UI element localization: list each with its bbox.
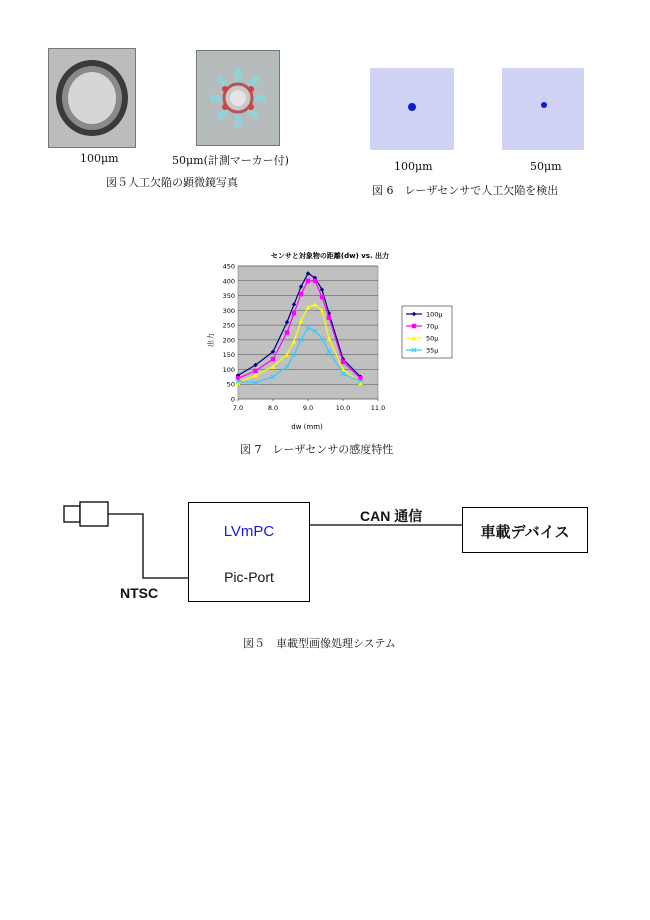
data-point-s2 xyxy=(341,360,345,364)
label-50um-photo: 50μm(計測マーカー付) xyxy=(172,154,289,167)
micro-photo-50um xyxy=(196,50,280,146)
pc-box xyxy=(188,502,310,602)
detected-spot-50um xyxy=(502,68,584,150)
sensitivity-chart xyxy=(205,248,455,434)
laser-panel-100um xyxy=(370,68,454,150)
laser-panel-50um xyxy=(502,68,584,150)
x-tick-label: 10.0 xyxy=(335,404,351,412)
micro-photo-100um xyxy=(48,48,136,148)
can-label: CAN 通信 xyxy=(360,508,423,524)
y-tick-label: 0 xyxy=(230,395,235,404)
y-tick-label: 450 xyxy=(222,262,235,271)
legend-label-2: 70μ xyxy=(426,322,439,331)
data-point-s2 xyxy=(320,295,324,299)
label-100um-laser: 100μm xyxy=(394,160,433,173)
chart-title: センサと対象物の距離(dw) vs. 出力 xyxy=(270,252,390,260)
legend-label-4: 35μ xyxy=(426,346,439,355)
x-tick-label: 9.0 xyxy=(302,404,314,412)
pc-label-picport: Pic-Port xyxy=(224,569,274,585)
pc-label-lvmpc: LVmPC xyxy=(223,523,275,540)
y-tick-label: 200 xyxy=(222,336,235,345)
y-tick-label: 100 xyxy=(222,365,235,374)
y-tick-label: 150 xyxy=(222,351,235,360)
data-point-s2 xyxy=(313,279,317,283)
ntsc-label: NTSC xyxy=(120,585,159,601)
y-tick-label: 300 xyxy=(222,306,235,315)
data-point-s2 xyxy=(299,292,303,296)
x-tick-label: 11.0 xyxy=(370,404,386,412)
chart-ylabel: 出力 xyxy=(207,333,215,347)
vehicle-device-label: 車載デバイス xyxy=(480,524,570,541)
fig7-caption: 図 7 レーザセンサの感度特性 xyxy=(240,443,394,456)
chart-xlabel: dw (mm) xyxy=(291,423,323,431)
data-point-s2 xyxy=(327,316,331,320)
data-point-s2 xyxy=(271,357,275,361)
data-point-s2 xyxy=(253,369,257,373)
data-point-s2 xyxy=(285,330,289,334)
legend-marker-2 xyxy=(412,324,416,328)
y-tick-label: 250 xyxy=(222,321,235,330)
label-50um-laser: 50μm xyxy=(530,160,562,173)
data-point-s2 xyxy=(306,279,310,283)
ntsc-cable-line xyxy=(108,514,188,578)
camera-icon xyxy=(64,502,108,526)
legend-label-1: 100μ xyxy=(426,310,443,319)
fig5b-caption: 図５ 車載型画像処理システム xyxy=(243,637,396,650)
y-tick-label: 50 xyxy=(226,380,235,389)
x-tick-label: 7.0 xyxy=(232,404,244,412)
y-tick-label: 400 xyxy=(222,277,235,286)
marker-defect-image xyxy=(197,51,279,145)
legend-label-3: 50μ xyxy=(426,334,439,343)
fig5-caption: 図５人工欠陥の顕微鏡写真 xyxy=(106,176,238,189)
x-tick-label: 8.0 xyxy=(267,404,279,412)
vehicle-device-box xyxy=(462,507,588,553)
plot-area xyxy=(238,266,378,399)
label-100um-photo: 100μm xyxy=(80,152,119,165)
detected-spot-100um xyxy=(370,68,454,150)
y-tick-label: 350 xyxy=(222,292,235,301)
fig6-caption: 図 6 レーザセンサで人工欠陥を検出 xyxy=(372,184,559,197)
data-point-s2 xyxy=(292,311,296,315)
chart-canvas xyxy=(205,248,455,434)
ring-defect-image xyxy=(49,49,135,147)
